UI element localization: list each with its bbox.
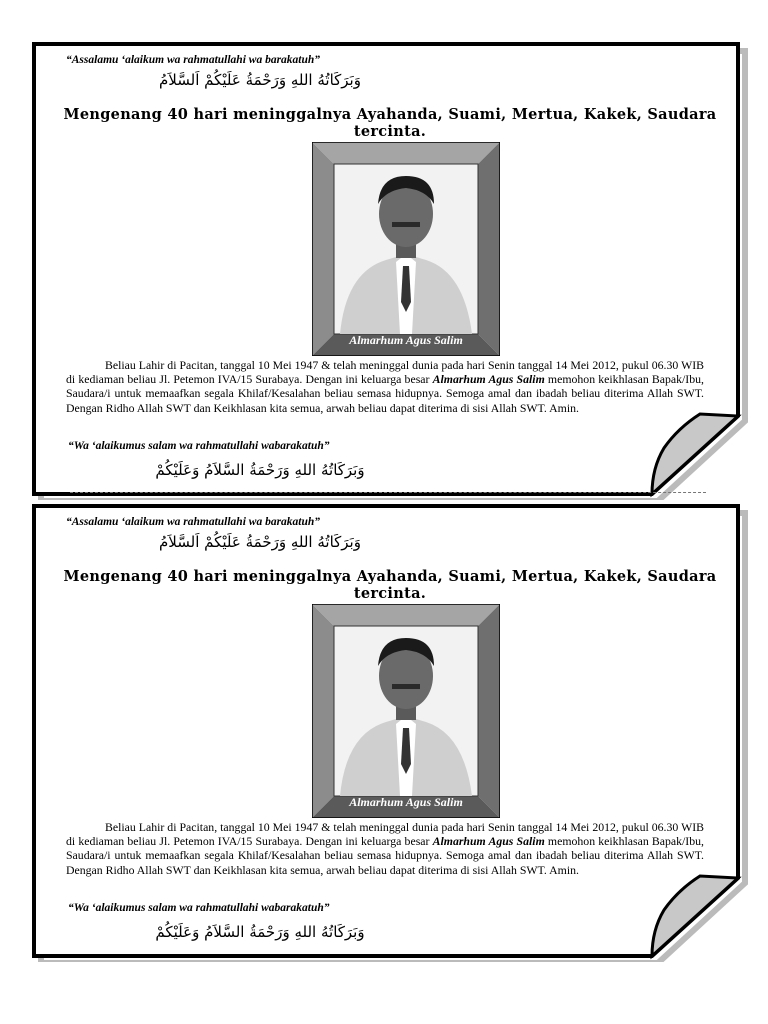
greeting-latin: “Assalamu ‘alaikum wa rahmatullahi wa barakatuh”	[66, 54, 321, 66]
deceased-name: Almarhum Agus Salim	[432, 834, 545, 849]
portrait-image	[312, 604, 500, 818]
memorial-title: Mengenang 40 hari meninggalnya Ayahanda, Suami, Mertua, Kakek, Saudara tercinta.	[63, 568, 717, 602]
photo-caption: Almarhum Agus Salim	[349, 795, 463, 809]
body-text-end: memohon keikhlasan Bapak/Ibu, Saudara/i untuk memaafkan segala Khilaf/Kesalahan beliau semasa hidupnya. Semoga amal dan ibadah beliau diterima Allah SWT. Dengan Ridho Allah SWT dan Keikhlasan kita semua, arwah beliau dapat diterima di sisi Allah SWT. Amin.	[66, 834, 704, 877]
body-text-start: Beliau Lahir di Pacitan, tanggal 10 Mei 1947 & telah meninggal dunia pada hari Senin tanggal 14 Mei 2012, pukul 06.30 WIB di kediaman beliau Jl. Petemon IVA/15 Surabaya. Dengan ini keluarga besar	[66, 358, 704, 387]
greeting-latin: “Assalamu ‘alaikum wa rahmatullahi wa barakatuh”	[66, 516, 321, 528]
body-text-end: memohon keikhlasan Bapak/Ibu, Saudara/i untuk memaafkan segala Khilaf/Kesalahan beliau semasa hidupnya. Semoga amal dan ibadah beliau diterima Allah SWT. Dengan Ridho Allah SWT dan Keikhlasan kita semua, arwah beliau dapat diterima di sisi Allah SWT. Amin.	[66, 372, 704, 415]
greeting-arabic: وَبَرَكَاتُهُ اللهِ وَرَحْمَةُ عَلَيْكُمْ اَلسَّلاَمُ	[159, 71, 361, 89]
closing-arabic: وَبَرَكَاتُهُ اللهِ وَرَحْمَةُ السَّلاَمُ وَعَلَيْكُمْ	[155, 461, 365, 479]
closing-arabic: وَبَرَكَاتُهُ اللهِ وَرَحْمَةُ السَّلاَمُ وَعَلَيْكُمْ	[155, 923, 365, 941]
memorial-body	[66, 358, 704, 415]
greeting-arabic: وَبَرَكَاتُهُ اللهِ وَرَحْمَةُ عَلَيْكُمْ اَلسَّلاَمُ	[159, 533, 361, 551]
memorial-body	[66, 820, 704, 877]
cut-line	[70, 492, 706, 493]
deceased-name: Almarhum Agus Salim	[432, 372, 545, 387]
closing-latin: “Wa ‘alaikumus salam wa rahmatullahi wabarakatuh”	[68, 440, 330, 452]
portrait-photo	[312, 142, 500, 356]
photo-caption: Almarhum Agus Salim	[349, 333, 463, 347]
portrait-image	[312, 142, 500, 356]
portrait-photo	[312, 604, 500, 818]
body-text-start: Beliau Lahir di Pacitan, tanggal 10 Mei 1947 & telah meninggal dunia pada hari Senin tanggal 14 Mei 2012, pukul 06.30 WIB di kediaman beliau Jl. Petemon IVA/15 Surabaya. Dengan ini keluarga besar	[66, 820, 704, 849]
memorial-title: Mengenang 40 hari meninggalnya Ayahanda, Suami, Mertua, Kakek, Saudara tercinta.	[63, 106, 717, 140]
closing-latin: “Wa ‘alaikumus salam wa rahmatullahi wabarakatuh”	[68, 902, 330, 914]
